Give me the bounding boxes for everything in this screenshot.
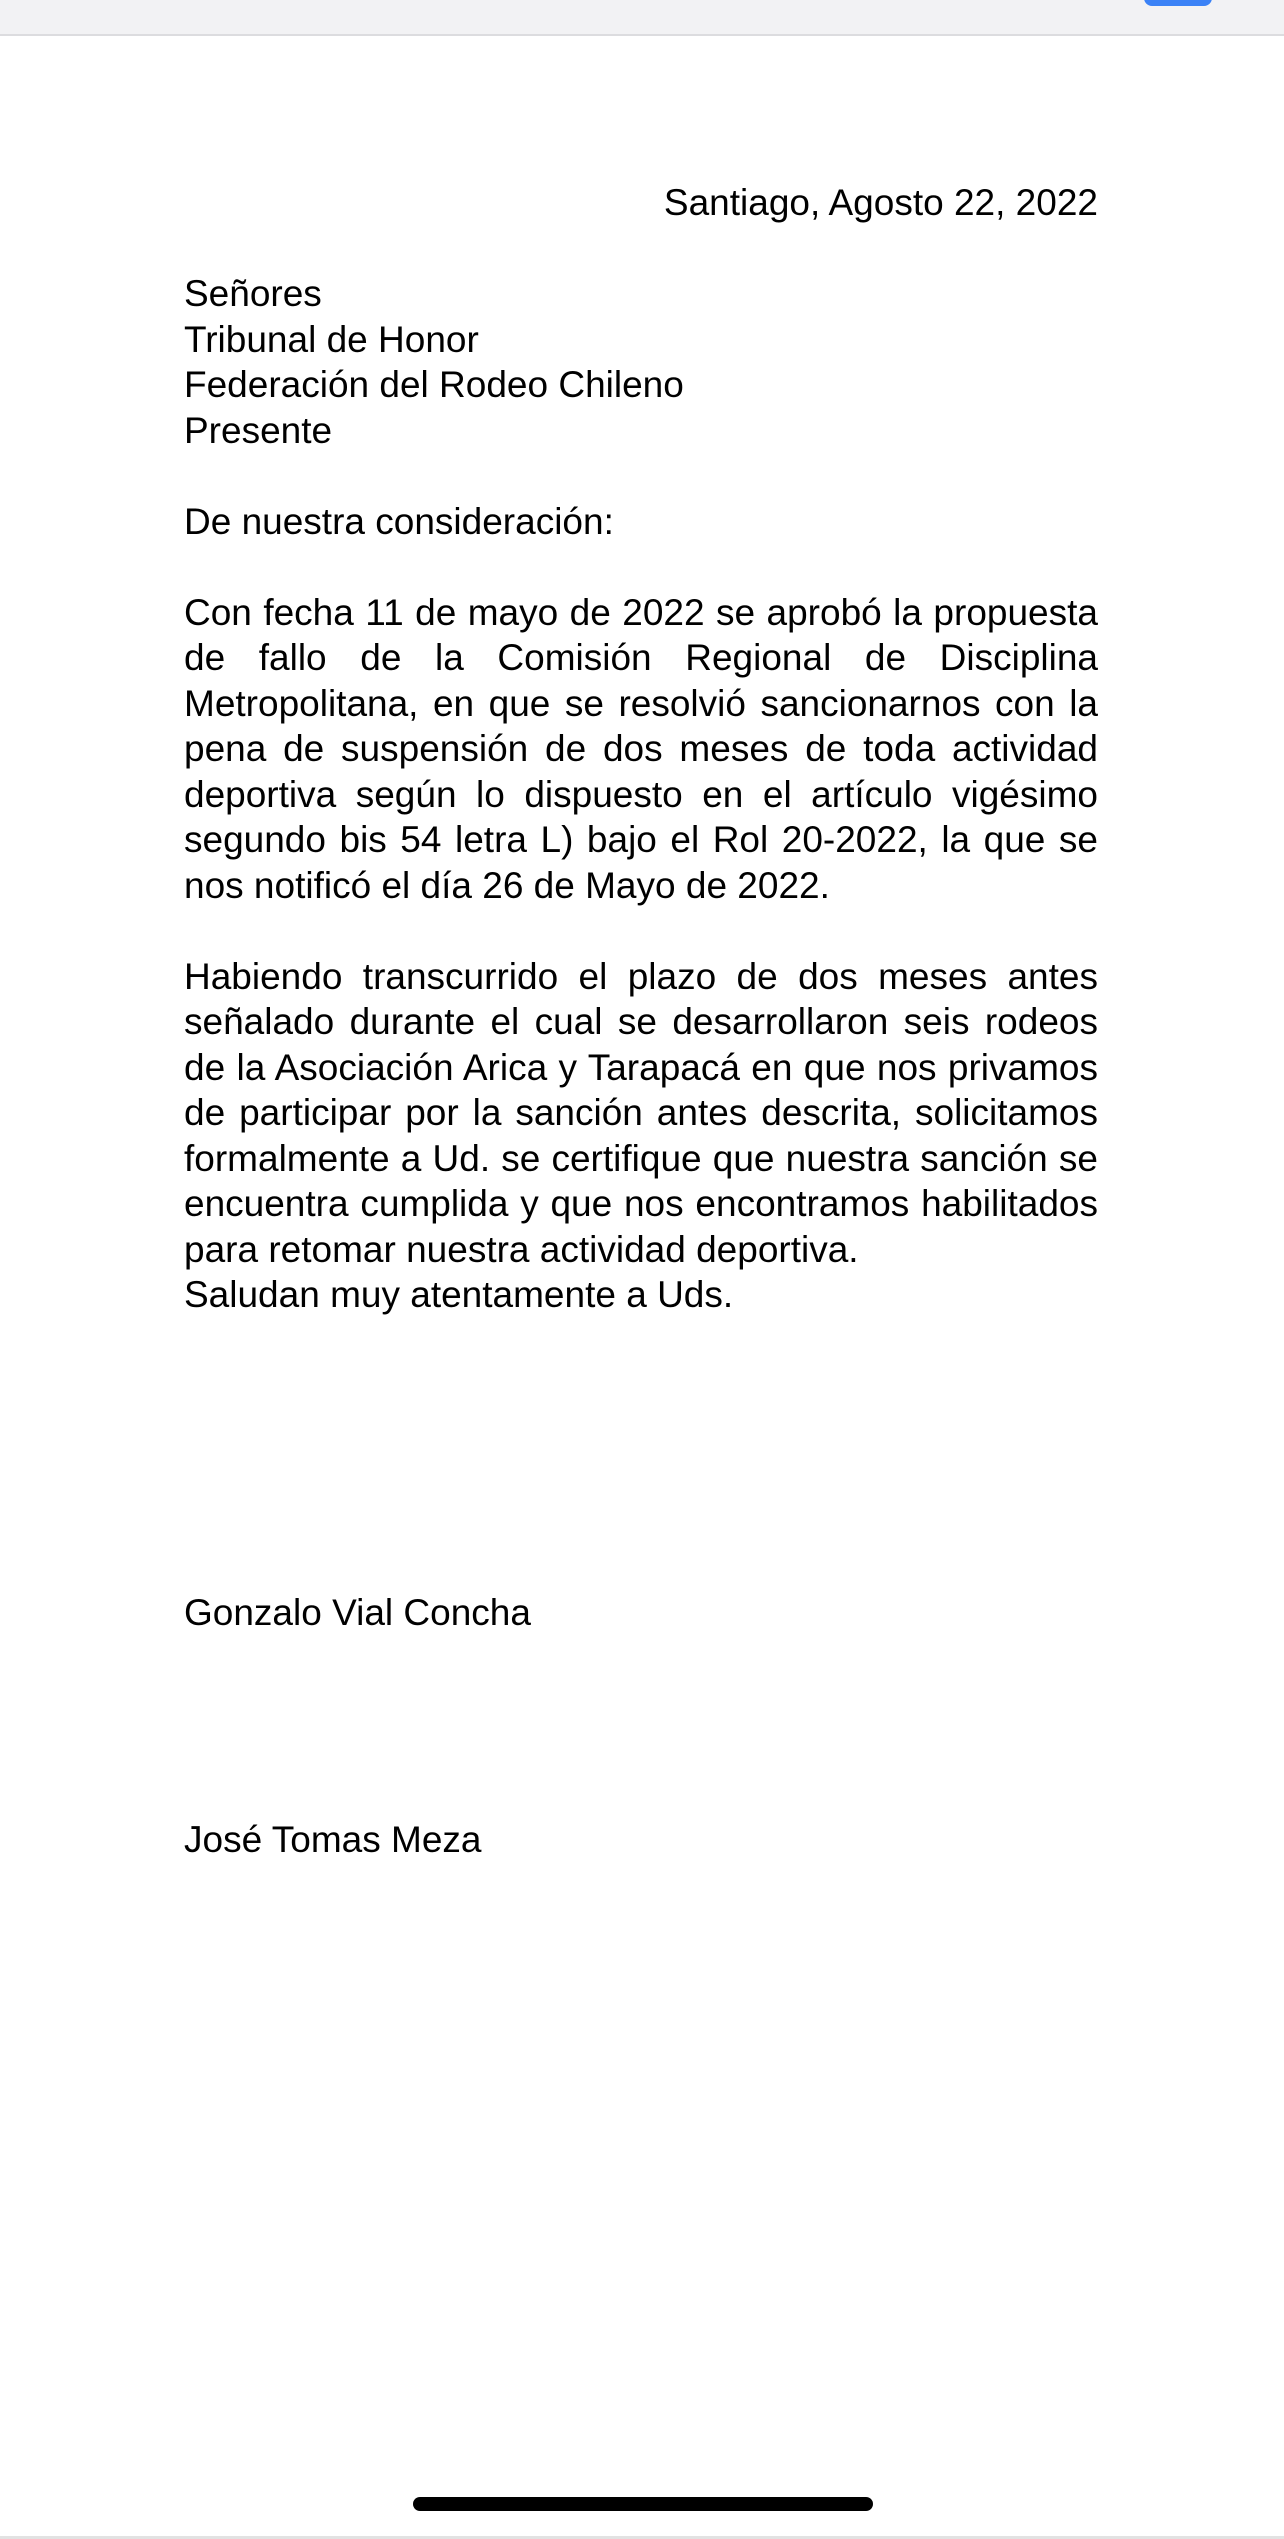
signatory-name: Gonzalo Vial Concha [184,1592,531,1633]
recipient-line: Presente [184,409,333,451]
recipient-line: Señores [184,273,322,314]
home-indicator[interactable] [413,2497,873,2511]
letter-date: Santiago, Agosto 22, 2022 [663,182,1098,223]
toolbar-action-button[interactable] [1144,0,1212,6]
closing-line: Saludan muy atentamente a Uds. [184,1274,734,1315]
recipient-block [184,271,1098,453]
recipient-line: Federación del Rodeo Chileno [184,364,684,405]
recipient-line: Tribunal de Honor [184,318,479,360]
letter-document [184,180,1098,1318]
body-paragraph-1: Con fecha 11 de mayo de 2022 se aprobó la propuesta de fallo de la Comisión Regional de Disciplina Metropolitana, en que se resolvió sancionarnos con la pena de suspensión de dos meses de toda actividad deportiva según lo dispuesto en el artículo vigésimo segundo bis 54 letra L) bajo el Rol 20-2022, la que se nos notificó el día 26 de Mayo de 2022. [184,591,1098,906]
salutation: De nuestra consideración: [184,500,614,542]
signatory-name: José Tomas Meza [184,1819,482,1860]
body-paragraph-2: Habiendo transcurrido el plazo de dos meses antes señalado durante el cual se desarrollaron seis rodeos de la Asociación Arica y Tarapacá en que nos privamos de participar por la sanción antes descrita, solicitamos formalmente a Ud. se certifique que nuestra sanción se encuentra cumplida y que nos encontramos habilitados para retomar nuestra actividad deportiva. [184,955,1098,1270]
top-toolbar [0,0,1284,36]
